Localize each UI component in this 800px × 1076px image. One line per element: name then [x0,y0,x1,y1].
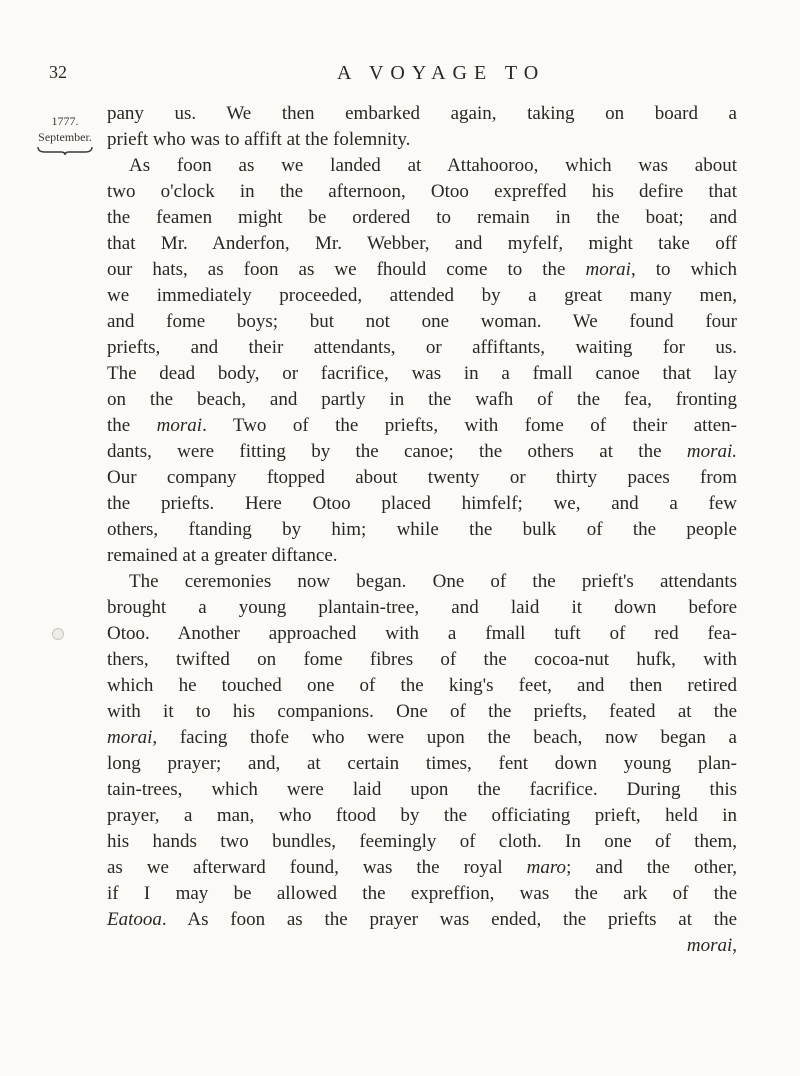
italic-term: Eatooa [107,909,162,930]
text-line: which he touched one of the king's feet, and then retired [107,675,737,696]
italic-term: morai. [686,441,737,462]
text-line [107,257,737,283]
text-line: two o'clock in the afternoon, Otoo expreffed his defire that [107,181,737,202]
text-line: Otoo. Another approached with a fmall tuft of red fea- [107,623,737,644]
text-line: remained at a greater diftance. [107,545,338,566]
text-fragment: our hats, as foon as we fhould come to the [107,259,586,280]
text-line: we immediately proceeded, attended by a great many men, [107,285,737,306]
italic-term: morai [585,259,631,280]
text-fragment: , to which [630,259,737,280]
text-line: the priefts. Here Otoo placed himfelf; we, and a few [107,493,737,514]
margin-note [36,113,94,156]
running-head: A VOYAGE TO [337,62,546,84]
text-line: thers, twifted on fome fibres of the cocoa-nut hufk, with [107,649,737,670]
text-fragment: . Two of the priefts, with fome of their atten- [202,415,737,436]
text-line: priefts, and their attendants, or affiftants, waiting for us. [107,337,737,358]
text-fragment: ; and the other, [566,857,738,878]
text-line: long prayer; and, at certain times, fent down young plan- [107,753,737,774]
body-text [107,101,737,959]
italic-term: morai [107,727,153,748]
text-fragment: , [732,935,737,956]
page-header [0,62,800,92]
text-line: prayer, a man, who ftood by the officiating prieft, held in [107,805,737,826]
text-line: and fome boys; but not one woman. We found four [107,311,737,332]
catchword: morai [686,935,733,956]
margin-brace-icon [37,146,93,156]
text-fragment: , facing thofe who were upon the beach, now began a [152,727,737,748]
text-line: that Mr. Anderfon, Mr. Webber, and myfelf, might take off [107,233,737,254]
text-line: others, ftanding by him; while the bulk of the people [107,519,737,540]
text-line: prieft who was to affift at the folemnity. [107,129,411,150]
text-fragment: . As foon as the prayer was ended, the priefts at the [161,909,737,930]
text-line: The dead body, or facrifice, was in a fmall canoe that lay [107,363,737,384]
text-line [107,413,737,439]
italic-term: morai [156,415,203,436]
text-line: tain-trees, which were laid upon the facrifice. During this [107,779,737,800]
text-line: As foon as we landed at Attahooroo, which was about [129,155,737,176]
text-line: the feamen might be ordered to remain in the boat; and [107,207,737,228]
text-line: brought a young plantain-tree, and laid it down before [107,597,737,618]
text-line [107,855,737,881]
text-fragment: the [107,415,157,436]
text-fragment: as we afterward found, was the royal [107,857,527,878]
text-line: if I may be allowed the expreffion, was the ark of the [107,883,737,904]
text-line [107,439,737,465]
text-line: his hands two bundles, feemingly of cloth. In one of them, [107,831,737,852]
text-line: The ceremonies now began. One of the prieft's attendants [129,571,737,592]
italic-term: maro [526,857,567,878]
text-line: pany us. We then embarked again, taking on board a [107,103,737,124]
text-line: on the beach, and partly in the wafh of the fea, fronting [107,389,737,410]
page-number: 32 [49,62,67,82]
margin-note-year: 1777. [51,114,79,128]
text-line [107,907,737,933]
page-blemish-mark [52,628,64,640]
margin-note-month: September. [38,130,92,144]
text-line [107,725,737,751]
text-fragment: dants, were fitting by the canoe; the others at the [107,441,687,462]
text-line: with it to his companions. One of the priefts, feated at the [107,701,737,722]
catchword-line [107,933,737,959]
text-line: Our company ftopped about twenty or thirty paces from [107,467,737,488]
